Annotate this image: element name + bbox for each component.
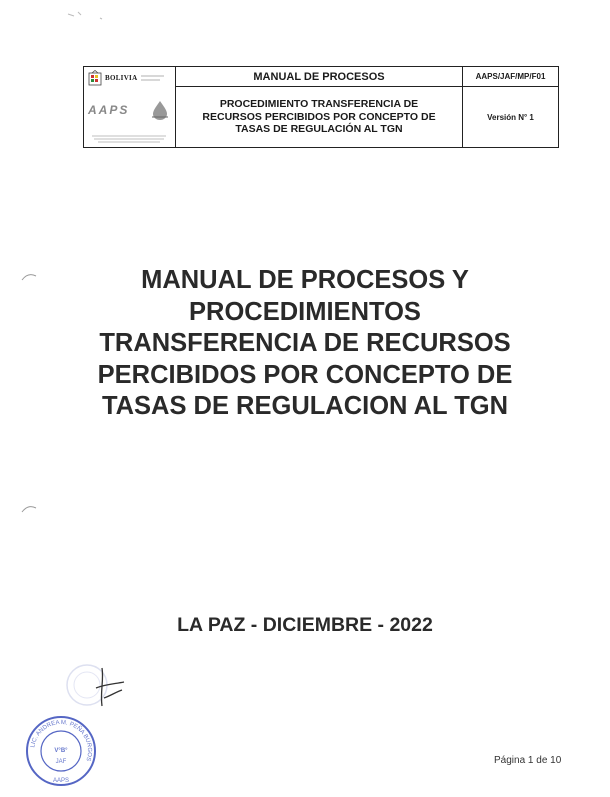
scan-mark-left-1 bbox=[20, 270, 40, 284]
procedure-title-line: TASAS DE REGULACIÓN AL TGN bbox=[235, 123, 403, 136]
scan-mark-top bbox=[60, 8, 120, 28]
bolivia-label: BOLIVIA bbox=[105, 74, 138, 82]
main-title-line: TASAS DE REGULACION AL TGN bbox=[101, 392, 509, 420]
main-title-line: TRANSFERENCIA DE RECURSOS bbox=[99, 329, 511, 357]
aaps-wordmark: AAPS bbox=[88, 103, 130, 117]
stamp-bottom-text: AAPS bbox=[52, 778, 70, 784]
logo-cell bbox=[84, 67, 176, 147]
stamp-unit-text: JAF bbox=[55, 759, 67, 765]
manual-title: MANUAL DE PROCESOS bbox=[176, 67, 463, 87]
version-label: Versión N° 1 bbox=[487, 112, 534, 122]
stamp-center-text: V°B° bbox=[54, 748, 68, 754]
stamp-ring-text: LIC. ANDREA M. PEÑA BURGOS bbox=[30, 719, 93, 762]
aaps-subtitle-lines bbox=[88, 134, 170, 144]
bolivia-emblem-icon bbox=[88, 70, 102, 86]
approval-stamp bbox=[22, 712, 100, 790]
document-header-table bbox=[83, 66, 559, 148]
signature-mark bbox=[86, 662, 136, 712]
procedure-title bbox=[176, 87, 463, 147]
main-title bbox=[60, 265, 550, 423]
procedure-title-line: PROCEDIMIENTO TRANSFERENCIA DE bbox=[219, 98, 419, 111]
main-title-line: MANUAL DE PROCESOS Y bbox=[141, 266, 469, 294]
water-drop-icon bbox=[149, 100, 171, 120]
document-code: AAPS/JAF/MP/F01 bbox=[463, 67, 558, 87]
main-title-line: PERCIBIDOS POR CONCEPTO DE bbox=[97, 360, 513, 389]
page-number: Página 1 de 10 bbox=[494, 755, 562, 766]
main-title-line: PROCEDIMIENTOS bbox=[189, 297, 421, 326]
ministry-text-lines bbox=[140, 73, 166, 83]
aaps-logo bbox=[88, 100, 171, 120]
bolivia-logo bbox=[88, 70, 171, 86]
scan-mark-left-2 bbox=[20, 502, 40, 516]
date-line: LA PAZ - DICIEMBRE - 2022 bbox=[177, 614, 433, 636]
procedure-title-line: RECURSOS PERCIBIDOS POR CONCEPTO DE bbox=[202, 110, 436, 123]
